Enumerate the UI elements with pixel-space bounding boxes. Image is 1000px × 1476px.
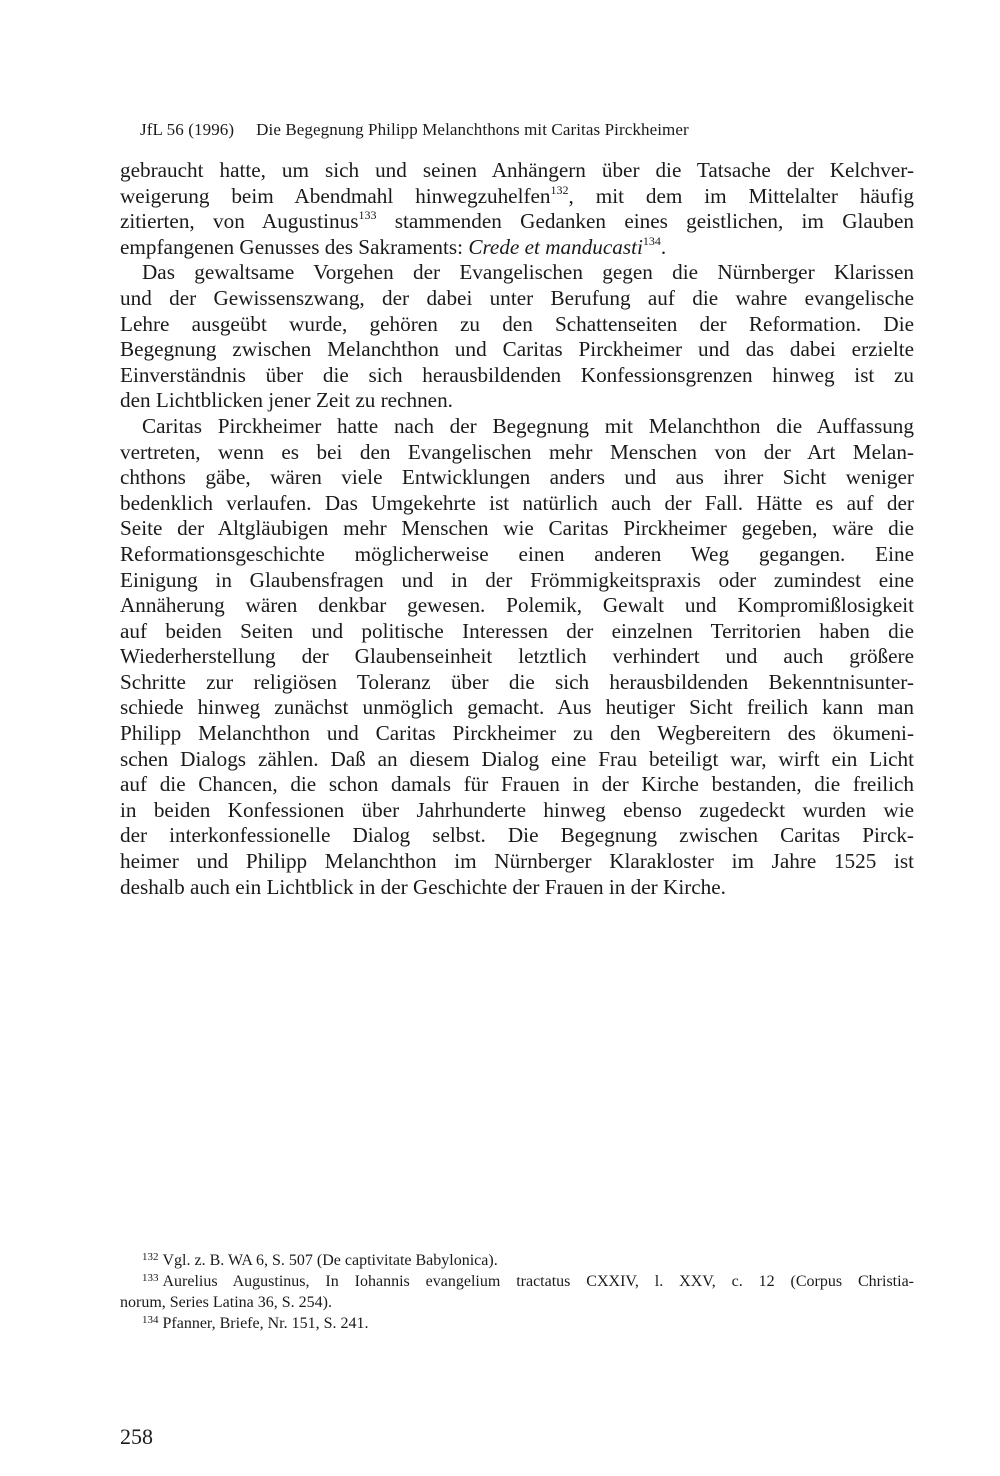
text-line: Einverständnis über die sich herausbildenden Konfessionsgrenzen hinweg ist zu	[120, 362, 914, 387]
footnote-text: Pfanner, Briefe, Nr. 151, S. 241.	[162, 1315, 369, 1332]
text-line: Annäherung wären denkbar gewesen. Polemik, Gewalt und Kompromißlosigkeit	[120, 593, 914, 618]
text-line: den Lichtblicken jener Zeit zu rechnen.	[120, 388, 453, 413]
text-fragment: zitierten, von Augustinus	[120, 209, 359, 234]
text-line: Lehre ausgeübt wurde, gehören zu den Schattenseiten der Reformation. Die	[120, 311, 914, 336]
text-line: Das gewaltsame Vorgehen der Evangelischen gegen die Nürnberger Klarissen	[142, 260, 914, 285]
text-line: Schritte zur religiösen Toleranz über die sich herausbildenden Bekenntnisunter-	[120, 669, 914, 694]
footnote-133	[120, 1271, 914, 1292]
article-title: Die Begegnung Philipp Melanchthons mit Caritas Pirckheimer	[256, 120, 689, 139]
footnotes	[120, 1250, 914, 1334]
text-line: auf beiden Seiten und politische Interessen der einzelnen Territorien haben die	[120, 618, 914, 643]
text-line	[120, 184, 914, 210]
footnote-ref-133[interactable]: 133	[358, 208, 377, 223]
text-line: heimer und Philipp Melanchthon im Nürnberger Klarakloster im Jahre 1525 ist	[120, 849, 914, 874]
text-line: deshalb auch ein Lichtblick in der Geschichte der Frauen in der Kirche.	[120, 874, 726, 899]
text-line: der interkonfessionelle Dialog selbst. Die Begegnung zwischen Caritas Pirck-	[120, 823, 914, 848]
footnote-text: Vgl. z. B. WA 6, S. 507 (De captivitate Babylonica).	[162, 1252, 498, 1269]
latin-quote: Crede et manducasti	[468, 234, 643, 259]
footnote-number: 133	[142, 1272, 159, 1284]
text-line: vertreten, wenn es bei den Evangelischen mehr Menschen von der Art Melan-	[120, 439, 914, 464]
running-head	[140, 120, 900, 140]
footnote-number: 134	[142, 1314, 159, 1326]
text-line: Begegnung zwischen Melanchthon und Caritas Pirckheimer und das dabei erzielte	[120, 337, 914, 362]
footnote-text: Aurelius Augustinus, In Iohannis evangelium tractatus CXXIV, l. XXV, c. 12 (Corpus Christia-	[162, 1273, 914, 1290]
footnote-ref-134[interactable]: 134	[642, 233, 661, 248]
text-fragment: weigerung beim Abendmahl hinwegzuhelfen	[120, 183, 551, 208]
text-line: Caritas Pirckheimer hatte nach der Begegnung mit Melanchthon die Auffassung	[142, 413, 914, 438]
text-line: in beiden Konfessionen über Jahrhunderte hinweg ebenso zugedeckt wurden wie	[120, 797, 914, 822]
text-fragment: empfangenen Genusses des Sakraments:	[120, 234, 469, 259]
text-fragment: , mit dem im Mittelalter häufig	[568, 183, 915, 208]
text-line: und der Gewissenszwang, der dabei unter Berufung auf die wahre evangelische	[120, 285, 914, 310]
text-line: auf die Chancen, die schon damals für Frauen in der Kirche bestanden, die freilich	[120, 772, 914, 797]
text-fragment: .	[660, 234, 667, 259]
page-number: 258	[120, 1424, 153, 1449]
text-line: schiede hinweg zunächst unmöglich gemacht. Aus heutiger Sicht freilich kann man	[120, 695, 914, 720]
text-line: bedenklich verlaufen. Das Umgekehrte ist natürlich auch der Fall. Hätte es auf der	[120, 490, 914, 515]
text-line: Seite der Altgläubigen mehr Menschen wie Caritas Pirckheimer gegeben, wäre die	[120, 516, 914, 541]
text-line: gebraucht hatte, um sich und seinen Anhängern über die Tatsache der Kelchver-	[120, 158, 914, 182]
text-line	[120, 209, 914, 235]
text-line: schen Dialogs zählen. Daß an diesem Dialog eine Frau beteiligt war, wirft ein Licht	[120, 746, 914, 771]
journal-reference: JfL 56 (1996)	[140, 120, 235, 139]
text-line: Wiederherstellung der Glaubenseinheit letztlich verhindert und auch größere	[120, 644, 914, 669]
text-fragment: stammenden Gedanken eines geistlichen, im Glauben	[376, 209, 914, 234]
footnote-133-continuation: norum, Series Latina 36, S. 254).	[120, 1294, 332, 1311]
footnote-134	[120, 1313, 914, 1334]
footnote-132	[120, 1250, 914, 1271]
text-line: Philipp Melanchthon und Caritas Pirckheimer zu den Wegbereitern des ökumeni-	[120, 721, 914, 746]
body-text	[120, 158, 914, 900]
text-line: Reformationsgeschichte möglicherweise einen anderen Weg gegangen. Eine	[120, 541, 914, 566]
footnote-number: 132	[142, 1251, 159, 1263]
text-line	[120, 235, 914, 261]
text-line: chthons gäbe, wären viele Entwicklungen anders und aus ihrer Sicht weniger	[120, 465, 914, 490]
text-line: Einigung in Glaubensfragen und in der Frömmigkeitspraxis oder zumindest eine	[120, 567, 914, 592]
footnote-ref-132[interactable]: 132	[550, 182, 569, 197]
